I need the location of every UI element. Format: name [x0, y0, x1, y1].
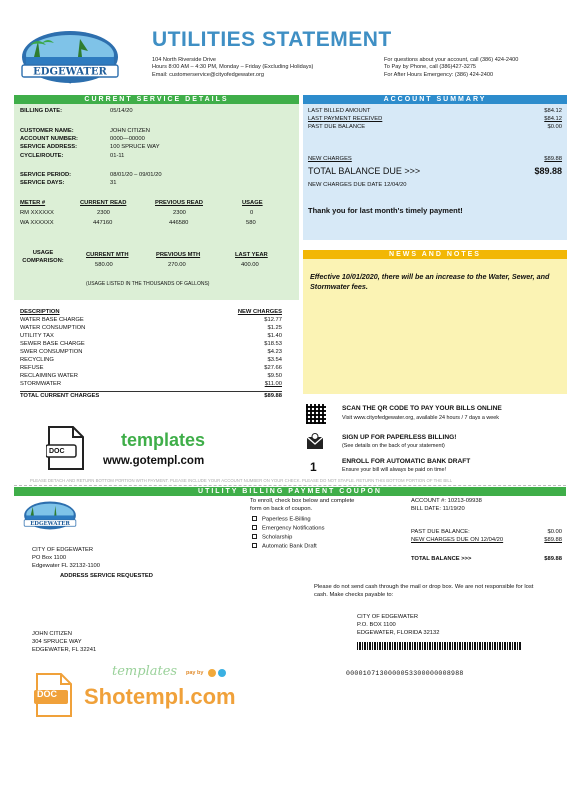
meter-usage: 0: [250, 210, 254, 216]
charge-description: RECLAIMING WATER: [20, 373, 78, 379]
meter-header: METER #: [20, 200, 46, 206]
charge-amount: $12.77: [264, 317, 282, 323]
current-month-usage: 580.00: [95, 262, 113, 268]
total-current-charges-label: TOTAL CURRENT CHARGES: [20, 393, 100, 399]
last-billed-label: LAST BILLED AMOUNT: [308, 108, 371, 114]
due-date-line: NEW CHARGES DUE DATE 12/04/20: [308, 182, 407, 188]
enroll-instructions: To enroll, check box below and complete form on back of coupon.: [250, 498, 355, 512]
logo-text: EDGEWATER: [33, 66, 107, 78]
customer-street: 304 SPRUCE WAY: [32, 639, 82, 645]
coupon-logo-text: EDGEWATER: [30, 520, 70, 527]
paperless-subtitle: (See details on the back of your statement): [342, 443, 445, 449]
service-address: 100 SPRUCE WAY: [110, 144, 160, 150]
total-balance-due: $89.88: [534, 166, 562, 176]
charge-amount: $1.25: [267, 325, 282, 331]
usage-note: (USAGE LISTED IN THE THOUSANDS OF GALLONS): [86, 281, 210, 287]
charge-amount: $27.66: [264, 365, 282, 371]
meter-usage: 580: [246, 220, 256, 226]
sender-name: CITY OF EDGEWATER: [32, 547, 94, 553]
current-read-header: CURRENT READ: [80, 200, 127, 206]
account-number: 0000—00000: [110, 136, 145, 142]
charge-description: SWER CONSUMPTION: [20, 349, 83, 355]
thank-you-message: Thank you for last month's timely payment!: [308, 206, 463, 215]
account-summary-band: ACCOUNT SUMMARY: [303, 95, 567, 104]
new-charges-header: NEW CHARGES: [237, 309, 282, 315]
previous-month-header: PREVIOUS MTH: [156, 252, 201, 258]
charge-amount: $4.23: [267, 349, 282, 355]
tear-line: [14, 485, 566, 486]
paperless-title: SIGN UP FOR PAPERLESS BILLING!: [342, 434, 457, 441]
svg-text:❧: ❧: [68, 81, 72, 85]
billing-date: 05/14/20: [110, 108, 133, 114]
doc-icon-label-orange: DOC: [37, 689, 57, 699]
page-number: 1: [310, 460, 317, 474]
pay-by-text: pay by: [186, 670, 204, 676]
last-payment-label: LAST PAYMENT RECEIVED: [308, 116, 383, 122]
charge-description: WATER CONSUMPTION: [20, 325, 86, 331]
account-number-label: ACCOUNT NUMBER:: [20, 136, 78, 142]
total-balance-due-label: TOTAL BALANCE DUE >>>: [308, 166, 421, 176]
cycle-route-label: CYCLE/ROUTE:: [20, 153, 64, 159]
detach-note: PLEASE DETACH AND RETURN BOTTOM PORTION WITH PAYMENT. PLEASE INCLUDE YOUR ACCOUNT NUMBER ON YOUR CHECK. PLEASE DO NOT STAPLE. RETURN THIS BOTTOM PORTION OF THE BILL: [30, 478, 453, 483]
gotempl-url: www.gotempl.com: [103, 455, 205, 467]
coupon-past-due-label: PAST DUE BALANCE:: [411, 529, 470, 535]
paypal-icon: [218, 669, 226, 677]
coupon-new-due-label: NEW CHARGES DUE ON 12/04/20: [411, 537, 504, 543]
last-payment-amount: $84.12: [544, 116, 562, 122]
charge-description: WATER BASE CHARGE: [20, 317, 84, 323]
last-billed-amount: $84.12: [544, 108, 562, 114]
bank-draft-title: ENROLL FOR AUTOMATIC BANK DRAFT: [342, 458, 471, 465]
service-days-label: SERVICE DAYS:: [20, 180, 65, 186]
meter-current-read: 2300: [97, 210, 110, 216]
charge-description: SEWER BASE CHARGE: [20, 341, 85, 347]
bank-draft-subtitle: Ensure your bill will always be paid on time!: [342, 467, 446, 473]
coupon-total-label: TOTAL BALANCE >>>: [411, 556, 472, 562]
total-current-charges: $89.88: [264, 393, 282, 399]
service-days: 31: [110, 180, 117, 186]
current-month-header: CURRENT MTH: [86, 252, 129, 258]
templates-script-watermark: templates: [112, 664, 178, 679]
previous-month-usage: 270.00: [168, 262, 186, 268]
charge-amount: $3.54: [267, 357, 282, 363]
option-scholarship[interactable]: Scholarship: [252, 534, 292, 541]
payment-coupon-band: UTILITY BILLING PAYMENT COUPON: [14, 487, 566, 496]
cash-note: Please do not send cash through the mail or drop box. We are not responsible for lost cash. Make checks payable to:: [314, 584, 534, 598]
new-charges-label: NEW CHARGES: [308, 156, 352, 162]
sender-po-box: PO Box 1100: [32, 555, 67, 561]
doc-icon-label: DOC: [49, 448, 65, 455]
coupon-past-due: $0.00: [547, 529, 562, 535]
cycle-route: 01-11: [110, 153, 125, 159]
checkbox[interactable]: [252, 516, 257, 521]
previous-read-header: PREVIOUS READ: [155, 200, 203, 206]
meter-previous-read: 446580: [169, 220, 189, 226]
checkbox[interactable]: [252, 543, 257, 548]
current-service-band: CURRENT SERVICE DETAILS: [14, 95, 299, 104]
contact-info: For questions about your account, call (386) 424-2400 To Pay by Phone, call (386)427-3275 For After Hours Emergency: (386) 424-2400: [384, 57, 519, 78]
charge-amount: $11.00: [264, 381, 282, 387]
service-period-label: SERVICE PERIOD:: [20, 172, 72, 178]
charges-divider: [20, 391, 282, 392]
charge-amount: $1.40: [267, 333, 282, 339]
paperless-envelope-icon: [306, 433, 324, 451]
option-emergency[interactable]: Emergency Notifications: [252, 525, 325, 532]
new-charges-amount: $89.88: [544, 156, 562, 162]
news-text: Effective 10/01/2020, there will be an increase to the Water, Sewer, and Stormwater fees.: [310, 272, 550, 291]
customer-name: JOHN CITIZEN: [32, 631, 72, 637]
charge-description: RECYCLING: [20, 357, 54, 363]
shotempl-brand: Shotempl.com: [84, 684, 236, 709]
charge-amount: $18.53: [264, 341, 282, 347]
qr-code-icon[interactable]: [306, 404, 326, 424]
checkbox[interactable]: [252, 534, 257, 539]
scanline: 0000107130000053300000008988: [346, 670, 464, 677]
charge-description: UTILITY TAX: [20, 333, 54, 339]
payee-city: EDGEWATER, FLORIDA 32132: [357, 630, 440, 636]
customer-city: EDGEWATER, FL 32241: [32, 647, 97, 653]
billing-date-label: BILLING DATE:: [20, 108, 63, 114]
address-service-requested: ADDRESS SERVICE REQUESTED: [60, 573, 153, 579]
option-bank-draft[interactable]: Automatic Bank Draft: [252, 543, 317, 550]
coupon-account-number: 10213-09938: [447, 498, 482, 504]
past-due-label: PAST DUE BALANCE: [308, 124, 366, 130]
statement-title: UTILITIES STATEMENT: [152, 28, 392, 51]
customer-name: JOHN CITIZEN: [110, 128, 150, 134]
customer-name-label: CUSTOMER NAME:: [20, 128, 74, 134]
past-due-amount: $0.00: [547, 124, 562, 130]
sender-city: Edgewater FL 32132-1100: [32, 563, 100, 569]
templates-watermark: templates: [121, 430, 206, 450]
coupon-bill-date: BILL DATE: 11/19/20: [411, 506, 465, 512]
charge-description: STORMWATER: [20, 381, 62, 387]
meter-previous-read: 2300: [173, 210, 186, 216]
coupon-total: $89.88: [544, 556, 562, 562]
coupon-account-label: ACCOUNT #: 10213-09938: [411, 498, 482, 504]
usage-comparison-label: USAGE COMPARISON:: [22, 250, 64, 264]
usage-header: USAGE: [242, 200, 263, 206]
coupon-edgewater-logo: [22, 499, 78, 533]
city-address: 104 North Riverside Drive Hours 8:00 AM – 4:30 PM, Monday – Friday (Excluding Holidays) Email: customerservice@cityofedgewater.org: [152, 57, 314, 78]
coupon-new-due: $89.88: [544, 537, 562, 543]
payee-po-box: P.O. BOX 1100: [357, 622, 396, 628]
postal-barcode: [357, 642, 522, 650]
service-period: 08/01/20 – 09/01/20: [110, 172, 162, 178]
last-year-header: LAST YEAR: [235, 252, 268, 258]
charge-amount: $9.50: [267, 373, 282, 379]
qr-subtitle: Visit www.cityofedgewater.org, available 24 hours / 7 days a week: [342, 415, 499, 421]
description-header: DESCRIPTION: [20, 309, 60, 315]
charge-description: REFUSE: [20, 365, 44, 371]
qr-title: SCAN THE QR CODE TO PAY YOUR BILLS ONLINE: [342, 405, 502, 412]
meter-id: WA XXXXXX: [20, 220, 54, 226]
last-year-usage: 400.00: [241, 262, 259, 268]
news-band: NEWS AND NOTES: [303, 250, 567, 259]
payee-name: CITY OF EDGEWATER: [357, 614, 419, 620]
option-paperless[interactable]: Paperless E-Billing: [252, 516, 311, 523]
service-address-label: SERVICE ADDRESS:: [20, 144, 78, 150]
edgewater-logo: [18, 27, 122, 89]
bitcoin-icon: [208, 669, 216, 677]
checkbox[interactable]: [252, 525, 257, 530]
meter-id: RM XXXXXX: [20, 210, 54, 216]
meter-current-read: 447160: [93, 220, 113, 226]
